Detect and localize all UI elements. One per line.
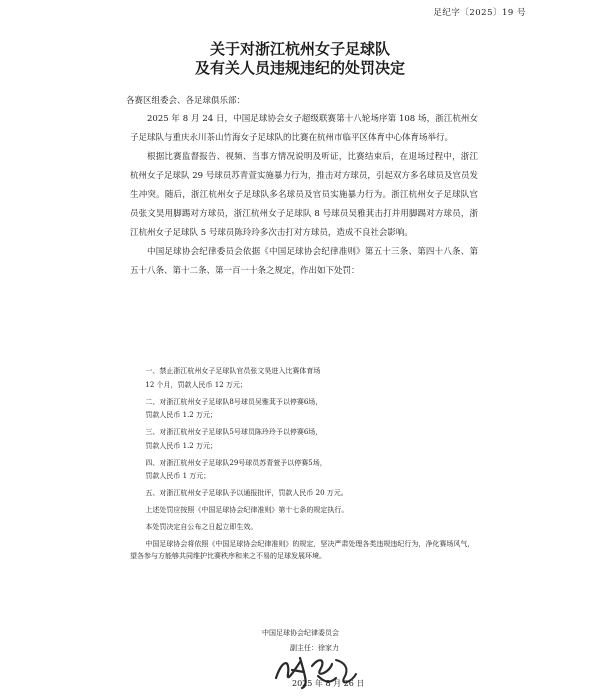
penalty-4-fine: 罚款人民币 1 万元； [145,472,211,481]
closing-statement: 中国足球协会将依照《中国足球协会纪律准则》的规定，坚决严肃处理各类违规违纪行为，净化赛场风气，望各参与方能够共同维护比赛秩序和来之不易的足球发展环境。 [130,540,475,560]
penalty-1: 一、禁止浙江杭州女子足球队官员张文昊进入比赛体育场 [145,367,321,375]
effective-note: 本处罚决定自公布之日起立即生效。 [145,523,258,532]
title-line-1: 关于对浙江杭州女子足球队 [209,40,390,58]
salutation: 各赛区组委会、各足球俱乐部： [126,96,246,106]
main-body [130,110,478,281]
title-line-2: 及有关人员违规违纪的处罚决定 [194,59,405,77]
penalty-3-fine: 罚款人民币 1.2 万元； [145,441,217,450]
issue-date: 2025 年 8 月 26 日 [292,679,365,688]
paragraph-incident: 根据比赛监督报告、视频、当事方情况说明及听证，比赛结束后，在退场过程中，浙江杭州女子足球队 29 号球员苏青萱实施暴力行为，推击对方球员，引起双方多名球员及官员发生冲突。随后，浙江杭州女子足球队多名球员及官员实施暴力行为。浙江杭州女子足球队官员张文昊用脚踢对方球员，浙江杭州女子足球队 8 号球员吴雅萁击打并用脚踢对方球员，浙江杭州女子足球队 5 号球员陈玲玲多次击打对方球员，造成不良社会影响。 [130,152,478,238]
penalty-3: 三、对浙江杭州女子足球队5号球员陈玲玲予以停赛6场， [145,428,323,437]
penalty-4: 四、对浙江杭州女子足球队29号球员苏青萱予以停赛5场， [145,458,327,467]
penalty-list [130,366,478,568]
signatory-organization: 中国足球协会纪律委员会 [262,629,339,637]
paragraph-match-info: 2025 年 8 月 24 日，中国足球协会女子超级联赛第十八轮场序第 108 场，浙江杭州女子足球队与重庆永川茶山竹海女子足球队的比赛在杭州市临平区体育中心体育场举行。 [130,114,478,143]
document-number: 足纪字〔2025〕19 号 [433,8,526,18]
penalty-5: 五、对浙江杭州女子足球队予以通报批评，罚款人民币 20 万元。 [145,489,348,498]
signatory-role: 副主任：徐家力 [290,644,339,652]
penalty-1-fine: 12 个月，罚款人民币 12 万元； [145,380,247,389]
document-title [0,40,600,78]
appeal-note: 上述处罚应按照《中国足球协会纪律准则》第十七条的规定执行。 [145,506,349,515]
paragraph-basis: 中国足球协会纪律委员会依据《中国足球协会纪律准则》第五十三条、第四十八条、第五十八条、第十二条、第一百一十条之规定，作出如下处罚： [130,247,478,276]
penalty-2: 二、对浙江杭州女子足球队8号球员吴雅萁予以停赛6场， [145,397,323,406]
penalty-2-fine: 罚款人民币 1.2 万元； [145,411,217,420]
